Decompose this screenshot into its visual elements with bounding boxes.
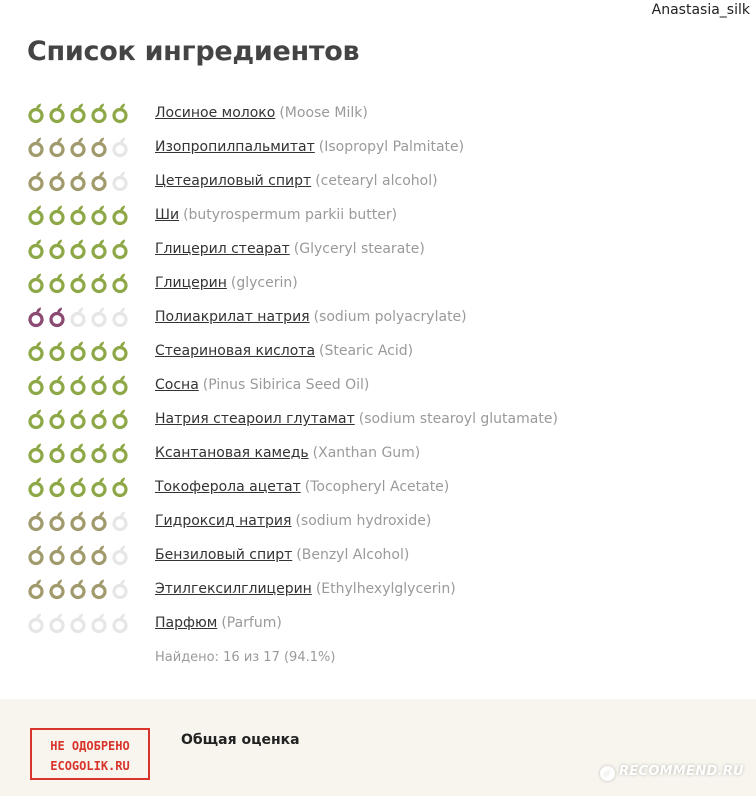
ingredient-row [27,368,747,402]
drop-filled-icon [27,135,45,159]
drop-filled-icon [90,271,108,295]
drop-filled-icon [111,271,129,295]
ingredient-latin: (sodium polyacrylate) [313,309,467,325]
ingredient-row [27,504,747,538]
drop-empty-icon [111,305,129,329]
drop-empty-icon [111,135,129,159]
drop-empty-icon [111,543,129,567]
drop-filled-icon [90,407,108,431]
ingredient-row [27,538,747,572]
drop-filled-icon [111,101,129,125]
drop-filled-icon [90,339,108,363]
drop-empty-icon [48,611,66,635]
ingredient-latin: (Benzyl Alcohol) [296,547,410,563]
drop-filled-icon [90,441,108,465]
ingredient-latin: (Glyceryl stearate) [293,241,425,257]
ingredient-latin: (Pinus Sibirica Seed Oil) [202,377,370,393]
drop-filled-icon [48,407,66,431]
ingredient-link[interactable]: Ксантановая камедь [155,445,309,461]
ingredient-row [27,198,747,232]
ingredient-row [27,606,747,640]
drop-filled-icon [69,237,87,261]
drop-filled-icon [90,373,108,397]
ingredient-latin: (Tocopheryl Acetate) [304,479,450,495]
drop-filled-icon [27,441,45,465]
drop-filled-icon [90,169,108,193]
rating-drops [27,271,155,295]
drop-filled-icon [69,203,87,227]
drop-filled-icon [27,509,45,533]
drop-filled-icon [90,543,108,567]
rating-drops [27,441,155,465]
ingredient-row [27,436,747,470]
drop-empty-icon [69,305,87,329]
drop-filled-icon [69,543,87,567]
ingredient-row [27,300,747,334]
drop-filled-icon [27,271,45,295]
drop-filled-icon [69,373,87,397]
ingredient-list [27,96,747,674]
stamp-line-1: НЕ ОДОБРЕНО [50,739,130,753]
ingredient-row [27,130,747,164]
drop-filled-icon [69,169,87,193]
rating-drops [27,169,155,193]
ingredient-latin: (Xanthan Gum) [312,445,421,461]
ingredient-link[interactable]: Этилгексилглицерин [155,581,312,597]
ingredient-link[interactable]: Натрия стеароил глутамат [155,411,355,427]
ingredient-row [27,164,747,198]
drop-filled-icon [111,441,129,465]
drop-filled-icon [69,101,87,125]
ingredient-row [27,334,747,368]
drop-filled-icon [111,373,129,397]
drop-filled-icon [48,305,66,329]
drop-empty-icon [27,611,45,635]
drop-filled-icon [111,475,129,499]
ingredient-link[interactable]: Ши [155,207,180,223]
ingredient-latin: (Isopropyl Palmitate) [318,139,465,155]
drop-filled-icon [27,577,45,601]
drop-filled-icon [69,407,87,431]
stamp-line-2: ECOGOLIK.RU [50,759,130,773]
ingredient-row [27,266,747,300]
rating-drops [27,577,155,601]
drop-filled-icon [27,475,45,499]
rating-drops [27,135,155,159]
drop-empty-icon [90,611,108,635]
drop-filled-icon [69,339,87,363]
page-title: Список ингредиентов [27,36,360,67]
ingredient-latin: (cetearyl alcohol) [315,173,438,189]
drop-filled-icon [48,543,66,567]
watermark-text: RECOMMEND.RU [618,764,744,779]
drop-filled-icon [69,135,87,159]
drop-filled-icon [48,203,66,227]
ingredient-latin: (glycerin) [230,275,298,291]
drop-filled-icon [111,203,129,227]
drop-filled-icon [27,543,45,567]
recommend-icon: ✓ [600,766,615,781]
ingredient-link[interactable]: Гидроксид натрия [155,513,292,529]
drop-filled-icon [69,509,87,533]
ingredient-latin: (sodium stearoyl glutamate) [358,411,558,427]
ingredient-latin: (Ethylhexylglycerin) [315,581,456,597]
drop-filled-icon [90,475,108,499]
drop-filled-icon [48,577,66,601]
drop-filled-icon [69,475,87,499]
drop-empty-icon [111,169,129,193]
drop-filled-icon [27,203,45,227]
ingredient-link[interactable]: Изопропилпальмитат [155,139,315,155]
drop-filled-icon [90,577,108,601]
drop-filled-icon [27,305,45,329]
ingredient-latin: (butyrospermum parkii butter) [183,207,398,223]
ingredient-link[interactable]: Цетеариловый спирт [155,173,312,189]
rating-drops [27,339,155,363]
ingredient-row [27,96,747,130]
rating-drops [27,203,155,227]
rating-drops [27,509,155,533]
drop-filled-icon [27,101,45,125]
drop-filled-icon [90,135,108,159]
drop-empty-icon [69,611,87,635]
found-summary: Найдено: 16 из 17 (94.1%) [155,649,336,665]
ingredient-link[interactable]: Полиакрилат натрия [155,309,310,325]
ingredient-link[interactable]: Сосна [155,377,199,393]
ingredient-latin: (Moose Milk) [279,105,368,121]
drop-filled-icon [69,577,87,601]
ingredient-row [27,232,747,266]
drop-filled-icon [48,373,66,397]
drop-filled-icon [48,135,66,159]
rating-drops [27,611,155,635]
ingredient-link[interactable]: Лосиное молоко [155,105,276,121]
drop-filled-icon [27,237,45,261]
rating-drops [27,305,155,329]
rating-drops [27,237,155,261]
drop-filled-icon [27,169,45,193]
drop-filled-icon [111,407,129,431]
drop-filled-icon [90,509,108,533]
ingredient-row [27,470,747,504]
overall-rating-label: Общая оценка [181,732,300,748]
drop-filled-icon [27,407,45,431]
ingredient-link[interactable]: Глицерин [155,275,227,291]
ingredient-row [27,572,747,606]
ingredient-link[interactable]: Токоферола ацетат [155,479,301,495]
drop-filled-icon [48,237,66,261]
ingredient-link[interactable]: Бензиловый спирт [155,547,293,563]
drop-filled-icon [111,237,129,261]
drop-filled-icon [90,237,108,261]
drop-filled-icon [48,509,66,533]
drop-filled-icon [48,475,66,499]
ingredient-link[interactable]: Парфюм [155,615,218,631]
drop-filled-icon [27,339,45,363]
rating-drops [27,101,155,125]
drop-filled-icon [48,101,66,125]
ingredient-latin: (Parfum) [221,615,282,631]
drop-filled-icon [48,271,66,295]
drop-empty-icon [90,305,108,329]
rating-drops [27,373,155,397]
drop-empty-icon [111,611,129,635]
rating-drops [27,543,155,567]
drop-filled-icon [90,203,108,227]
ingredient-latin: (sodium hydroxide) [295,513,432,529]
not-approved-stamp [30,728,150,780]
ingredient-link[interactable]: Глицерил стеарат [155,241,290,257]
drop-filled-icon [48,169,66,193]
drop-filled-icon [111,339,129,363]
rating-drops [27,407,155,431]
found-summary-row [27,640,747,674]
drop-filled-icon [48,339,66,363]
drop-empty-icon [111,509,129,533]
drop-filled-icon [90,101,108,125]
username[interactable]: Anastasia_silk [651,2,750,18]
recommend-watermark [600,764,744,781]
ingredient-link[interactable]: Стеариновая кислота [155,343,316,359]
drop-empty-icon [111,577,129,601]
ingredient-latin: (Stearic Acid) [319,343,414,359]
drop-filled-icon [27,373,45,397]
rating-drops [27,475,155,499]
drop-filled-icon [48,441,66,465]
rating-footer [0,699,756,796]
drop-filled-icon [69,271,87,295]
drop-filled-icon [69,441,87,465]
ingredient-row [27,402,747,436]
